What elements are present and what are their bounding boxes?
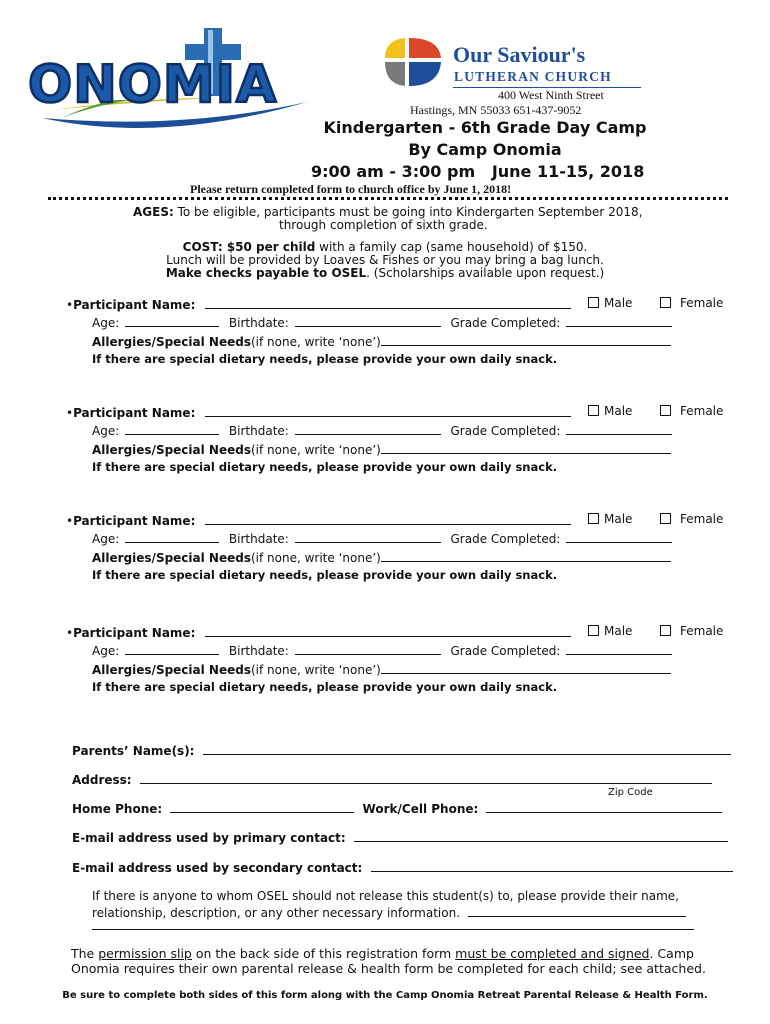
address-label: Address: <box>72 773 132 787</box>
age-field[interactable] <box>125 530 219 543</box>
ages-text-1: To be eligible, participants must be going into Kindergarten September 2018, <box>177 205 643 219</box>
church-name-sub: LUTHERAN CHURCH <box>454 69 612 84</box>
must-complete-text: must be completed and signed <box>455 946 650 961</box>
female-option[interactable] <box>660 624 723 638</box>
birthdate-field[interactable] <box>295 314 441 327</box>
grade-field[interactable] <box>566 530 672 543</box>
ages-block <box>133 205 643 219</box>
parents-field[interactable] <box>203 742 731 755</box>
birthdate-label: Birthdate: <box>228 644 289 658</box>
release-line-1: If there is anyone to whom OSEL should not release this student(s) to, please provide their name, <box>92 889 679 903</box>
email-secondary-row <box>72 859 733 875</box>
participant-name-row <box>66 296 571 312</box>
participant-name-row <box>66 512 571 528</box>
allergies-hint: (if none, write ‘none’) <box>250 335 381 349</box>
grade-field[interactable] <box>566 314 672 327</box>
female-option[interactable] <box>660 404 723 418</box>
bullet: • <box>66 514 74 528</box>
cost-cap: with a family cap (same household) of $150. <box>315 240 588 254</box>
female-checkbox[interactable] <box>660 297 671 308</box>
age-row <box>92 642 672 658</box>
age-label: Age: <box>92 644 120 658</box>
birthdate-field[interactable] <box>295 530 441 543</box>
participant-name-label: Participant Name: <box>73 514 196 528</box>
birthdate-field[interactable] <box>295 422 441 435</box>
permission-text-a: The <box>71 946 99 961</box>
parents-label: Parents’ Name(s): <box>72 744 195 758</box>
allergies-label: Allergies/Special Needs <box>92 551 251 565</box>
participant-name-row <box>66 624 571 640</box>
cost-amount: COST: $50 per child <box>182 240 316 254</box>
allergies-row <box>92 549 671 565</box>
participant-name-label: Participant Name: <box>73 626 196 640</box>
snack-note: If there are special dietary needs, please provide your own daily snack. <box>92 568 558 582</box>
male-label: Male <box>604 296 633 310</box>
snack-note: If there are special dietary needs, please provide your own daily snack. <box>92 460 558 474</box>
female-label: Female <box>680 404 724 418</box>
release-text-2: relationship, description, or any other necessary information. <box>92 906 461 920</box>
male-option[interactable] <box>588 624 632 638</box>
church-address-street: 400 West Ninth Street <box>498 88 604 102</box>
bullet: • <box>66 406 74 420</box>
grade-label: Grade Completed: <box>450 424 561 438</box>
female-label: Female <box>680 624 724 638</box>
male-checkbox[interactable] <box>588 513 599 524</box>
grade-field[interactable] <box>566 642 672 655</box>
church-name: Our Saviour's <box>453 42 586 67</box>
address-row <box>72 771 712 787</box>
allergies-row <box>92 441 671 457</box>
age-field[interactable] <box>125 314 219 327</box>
male-label: Male <box>604 624 633 638</box>
allergies-label: Allergies/Special Needs <box>92 663 251 677</box>
onomia-logo-graphic <box>22 26 312 132</box>
male-label: Male <box>604 512 633 526</box>
footer-note: Be sure to complete both sides of this form along with the Camp Onomia Retreat Parental Release & Health Form. <box>62 990 708 1001</box>
allergies-hint: (if none, write ‘none’) <box>250 551 381 565</box>
male-label: Male <box>604 404 633 418</box>
female-option[interactable] <box>660 296 723 310</box>
grade-field[interactable] <box>566 422 672 435</box>
church-address-city: Hastings, MN 55033 651-437-9052 <box>410 103 582 117</box>
home-phone-label: Home Phone: <box>72 802 163 816</box>
male-option[interactable] <box>588 512 632 526</box>
participant-name-label: Participant Name: <box>73 406 196 420</box>
allergies-field[interactable] <box>381 549 671 562</box>
release-info-field-2[interactable] <box>92 929 694 930</box>
permission-text-b: on the back side of this registration form <box>191 946 456 961</box>
email-secondary-field[interactable] <box>371 859 733 872</box>
bullet: • <box>66 298 74 312</box>
female-checkbox[interactable] <box>660 405 671 416</box>
snack-note: If there are special dietary needs, please provide your own daily snack. <box>92 680 558 694</box>
female-option[interactable] <box>660 512 723 526</box>
grade-label: Grade Completed: <box>450 532 561 546</box>
male-option[interactable] <box>588 404 632 418</box>
allergies-row <box>92 333 671 349</box>
permission-slip-link: permission slip <box>98 946 192 961</box>
email-primary-row <box>72 829 728 845</box>
zip-code-label: Zip Code <box>608 787 653 798</box>
return-note: Please return completed form to church office by June 1, 2018! <box>190 182 512 196</box>
checks-payable: Make checks payable to OSEL <box>165 266 367 280</box>
release-line-2 <box>92 904 686 920</box>
dotted-separator <box>48 197 728 200</box>
grade-label: Grade Completed: <box>450 316 561 330</box>
female-checkbox[interactable] <box>660 625 671 636</box>
participant-name-row <box>66 404 571 420</box>
work-phone-field[interactable] <box>486 800 722 813</box>
ages-text-2: through completion of sixth grade. <box>279 218 488 232</box>
birthdate-field[interactable] <box>295 642 441 655</box>
allergies-field[interactable] <box>381 661 671 674</box>
church-emblem-icon <box>383 36 445 90</box>
title-line-1: Kindergarten - 6th Grade Day Camp <box>323 118 647 137</box>
allergies-field[interactable] <box>381 333 671 346</box>
snack-note: If there are special dietary needs, please provide your own daily snack. <box>92 352 558 366</box>
ages-label: AGES: <box>133 205 174 219</box>
allergies-field[interactable] <box>381 441 671 454</box>
birthdate-label: Birthdate: <box>228 532 289 546</box>
permission-line-2: Onomia requires their own parental release & health form be completed for each child; see attached. <box>71 961 706 976</box>
participant-name-label: Participant Name: <box>73 298 196 312</box>
age-label: Age: <box>92 424 120 438</box>
title-line-3: 9:00 am - 3:00 pm June 11-15, 2018 <box>311 162 645 181</box>
allergies-label: Allergies/Special Needs <box>92 443 251 457</box>
email-primary-field[interactable] <box>354 829 728 842</box>
allergies-label: Allergies/Special Needs <box>92 335 251 349</box>
female-checkbox[interactable] <box>660 513 671 524</box>
male-checkbox[interactable] <box>588 625 599 636</box>
male-option[interactable] <box>588 296 632 310</box>
email-primary-label: E-mail address used by primary contact: <box>72 831 346 845</box>
age-row <box>92 530 672 546</box>
phone-row <box>72 800 722 816</box>
allergies-hint: (if none, write ‘none’) <box>250 443 381 457</box>
participant-name-field[interactable] <box>205 296 571 309</box>
email-secondary-label: E-mail address used by secondary contact: <box>72 861 363 875</box>
female-label: Female <box>680 296 724 310</box>
permission-line-1 <box>71 946 694 961</box>
cost-line <box>0 240 770 254</box>
checks-line <box>0 266 770 280</box>
birthdate-label: Birthdate: <box>228 316 289 330</box>
home-phone-field[interactable] <box>170 800 354 813</box>
participant-name-field[interactable] <box>205 512 571 525</box>
allergies-hint: (if none, write ‘none’) <box>250 663 381 677</box>
permission-text-c: . Camp <box>649 946 694 961</box>
address-field[interactable] <box>140 771 712 784</box>
onomia-logo <box>22 26 312 132</box>
birthdate-label: Birthdate: <box>228 424 289 438</box>
age-label: Age: <box>92 316 120 330</box>
age-row <box>92 314 672 330</box>
onomia-logo-text: ONOMIA <box>28 55 278 115</box>
age-row <box>92 422 672 438</box>
male-checkbox[interactable] <box>588 405 599 416</box>
age-field[interactable] <box>125 422 219 435</box>
release-info-field[interactable] <box>468 904 686 917</box>
male-checkbox[interactable] <box>588 297 599 308</box>
allergies-row <box>92 661 671 677</box>
grade-label: Grade Completed: <box>450 644 561 658</box>
scholarships-note: . (Scholarships available upon request.) <box>366 266 605 280</box>
title-line-2: By Camp Onomia <box>408 140 562 159</box>
female-label: Female <box>680 512 724 526</box>
age-label: Age: <box>92 532 120 546</box>
parents-row <box>72 742 731 758</box>
bullet: • <box>66 626 74 640</box>
participant-name-field[interactable] <box>205 404 571 417</box>
participant-name-field[interactable] <box>205 624 571 637</box>
work-phone-label: Work/Cell Phone: <box>362 802 479 816</box>
lunch-line: Lunch will be provided by Loaves & Fishes or you may bring a bag lunch. <box>166 253 604 267</box>
age-field[interactable] <box>125 642 219 655</box>
